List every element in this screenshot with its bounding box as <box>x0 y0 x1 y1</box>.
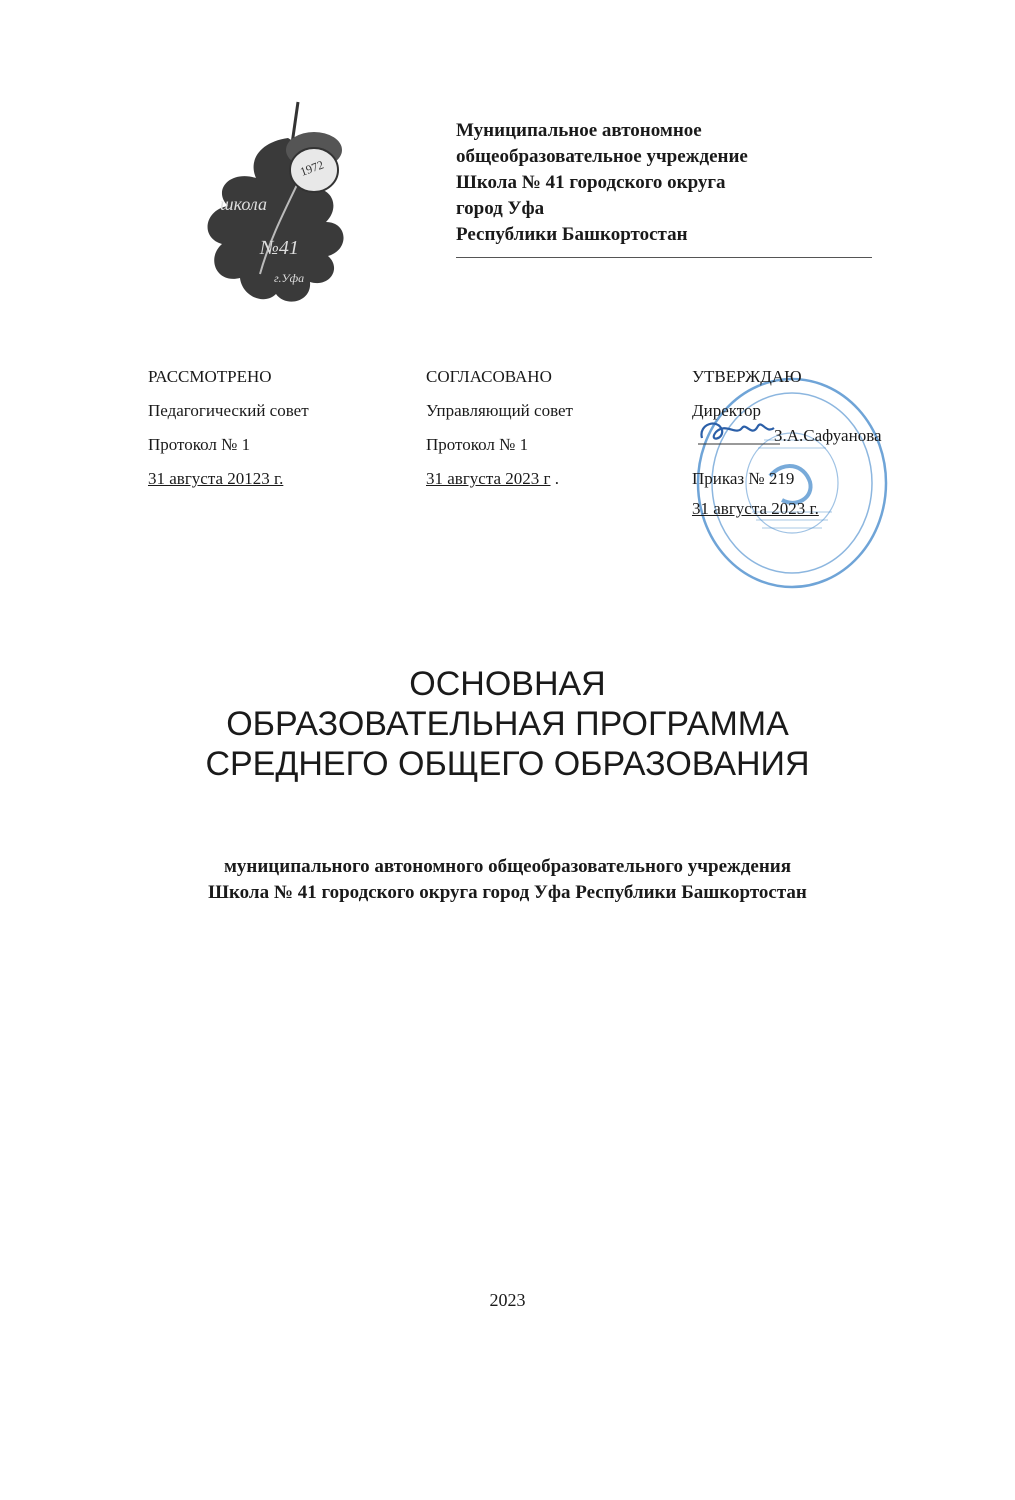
considered-protocol: Протокол № 1 <box>148 435 251 454</box>
approved-date: 31 августа 2023 г. <box>692 499 819 518</box>
approved-order: Приказ № 219 <box>692 469 795 488</box>
svg-text:школа: школа <box>220 194 267 214</box>
document-subtitle <box>0 854 1015 906</box>
approved-heading: УТВЕРЖДАЮ <box>692 367 802 386</box>
agreed-body: Управляющий совет <box>426 401 573 420</box>
agreed-date-suffix: . <box>550 469 559 488</box>
school-emblem-oak-leaf <box>190 98 370 313</box>
director-signature <box>696 414 782 450</box>
org-line: Республики Башкортостан <box>456 224 688 245</box>
agreed-date: 31 августа 2023 г <box>426 469 551 488</box>
header-divider <box>456 257 872 258</box>
agreed-heading: СОГЛАСОВАНО <box>426 367 552 386</box>
svg-text:1972: 1972 <box>298 157 326 179</box>
agreed-protocol: Протокол № 1 <box>426 435 529 454</box>
svg-text:г.Уфа: г.Уфа <box>274 271 305 285</box>
considered-block <box>148 360 309 496</box>
org-line: общеобразовательное учреждение <box>456 146 748 167</box>
considered-heading: РАССМОТРЕНО <box>148 367 272 386</box>
subtitle-line: Школа № 41 городского округа город Уфа Республики Башкортостан <box>208 882 807 903</box>
org-line: город Уфа <box>456 198 545 219</box>
title-line: ОБРАЗОВАТЕЛЬНАЯ ПРОГРАММА <box>226 705 789 743</box>
document-year: 2023 <box>489 1290 526 1310</box>
title-line: ОСНОВНАЯ <box>409 665 606 703</box>
document-title <box>0 664 1015 784</box>
considered-body: Педагогический совет <box>148 401 309 420</box>
org-line: Школа № 41 городского округа <box>456 172 726 193</box>
approved-position: Директор <box>692 401 761 420</box>
director-name: З.А.Сафуанова <box>774 426 882 445</box>
subtitle-line: муниципального автономного общеобразовательного учреждения <box>223 856 792 877</box>
title-line: СРЕДНЕГО ОБЩЕГО ОБРАЗОВАНИЯ <box>205 745 810 783</box>
agreed-block <box>426 360 573 496</box>
considered-date: 31 августа 20123 г. <box>148 469 284 488</box>
org-line: Муниципальное автономное <box>456 120 702 141</box>
organization-name <box>456 118 876 248</box>
svg-text:№41: №41 <box>260 237 299 259</box>
